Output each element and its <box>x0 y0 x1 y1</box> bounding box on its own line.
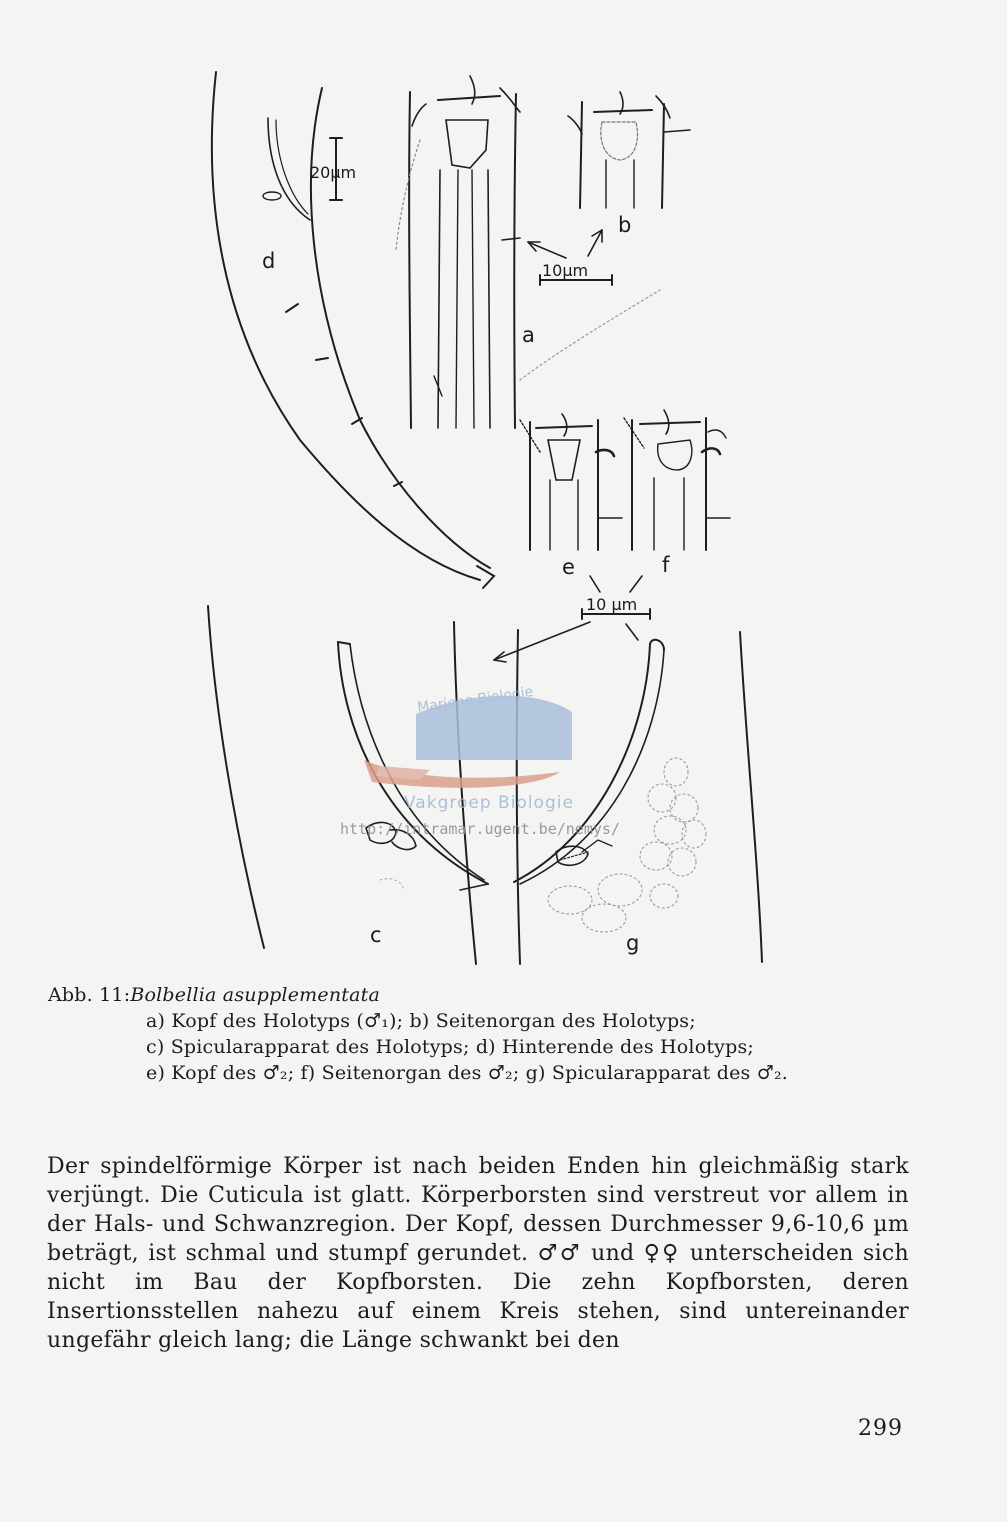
watermark-text: Vakgroep Biologie <box>404 793 574 813</box>
panel-label-c: c <box>370 923 382 947</box>
watermark-arc-text: Mariene Biologie <box>416 683 535 716</box>
body-paragraph: Der spindelförmige Körper ist nach beiden Enden hin gleichmäßig stark verjüngt. Die Cuticula ist glatt. Körperborsten sind verstreut vor allem in der Hals- und Schwanzregion. Der Kopf, dessen Durchmesser 9,6-10,6 µm beträgt, ist schmal und stumpf gerundet. ♂♂ und ♀♀ unterscheiden sich nicht im Bau der Kopfborsten. Die zehn Kopfborsten, deren Insertionsstellen nahezu auf einem Kreis stehen, sind untereinander ungefähr gleich lang; die Länge schwankt bei den <box>47 1154 909 1353</box>
panel-f-lateral-organ-drawing <box>624 410 730 550</box>
panel-label-g: g <box>626 931 640 955</box>
caption-species: Bolbellia asupplementata <box>130 984 380 1006</box>
panel-e-head-drawing <box>520 414 622 550</box>
page-number: 299 <box>858 1416 903 1441</box>
caption-item: c) Spicularapparat des Holotyps; d) Hinterende des Holotyps; <box>146 1036 755 1058</box>
scale-label-10um-efg: 10 µm <box>586 595 638 614</box>
scale-label-10um-ab: 10µm <box>542 261 589 280</box>
scale-label-20um: 20µm <box>310 163 357 182</box>
figure-caption <box>48 982 908 1086</box>
panel-label-d: d <box>262 249 276 273</box>
watermark-url: http://intramar.ugent.be/nemys/ <box>340 820 620 838</box>
caption-item: e) Kopf des ♂₂; f) Seitenorgan des ♂₂; g) Spicularapparat des ♂₂. <box>146 1062 789 1084</box>
panel-a-head-drawing <box>396 76 660 428</box>
panel-label-e: e <box>562 555 575 579</box>
caption-title <box>48 982 908 1008</box>
panel-label-f: f <box>662 553 670 577</box>
panel-label-a: a <box>522 323 535 347</box>
panel-d-tail-drawing <box>212 72 494 588</box>
caption-prefix: Abb. 11: <box>48 984 131 1006</box>
panel-b-lateral-organ-drawing <box>568 92 690 208</box>
caption-items <box>146 1008 908 1086</box>
panel-label-b: b <box>618 213 632 237</box>
caption-item: a) Kopf des Holotyps (♂₁); b) Seitenorgan des Holotyps; <box>146 1010 696 1032</box>
